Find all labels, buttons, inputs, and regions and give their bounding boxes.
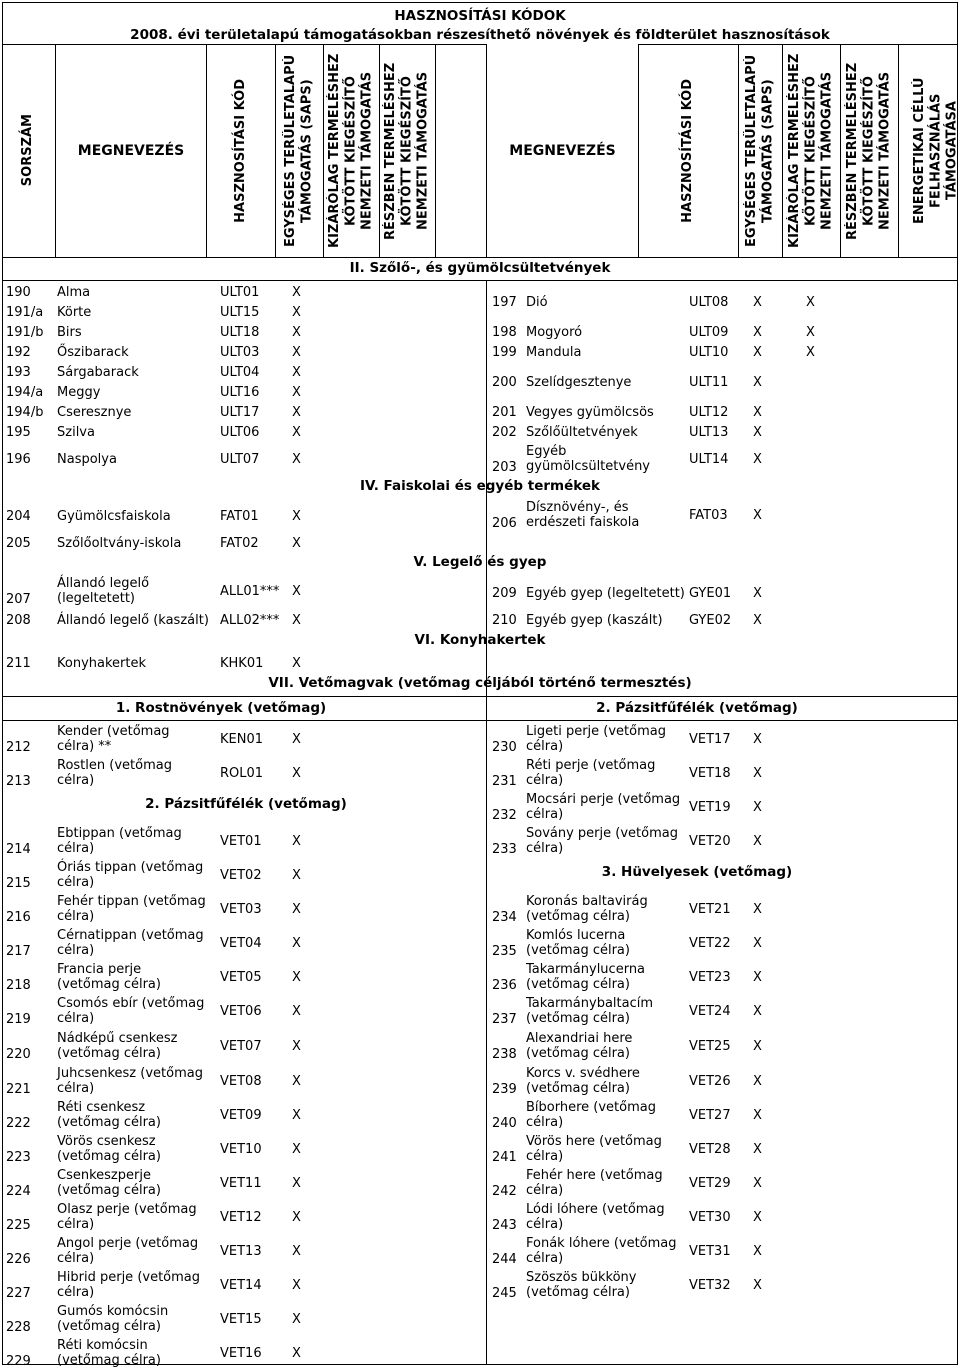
row-code: VET07 — [220, 1039, 262, 1054]
row-code: KHK01 — [220, 656, 264, 671]
row-name: Sárgabarack — [57, 365, 139, 380]
row-saps-mark: X — [753, 1039, 762, 1054]
row-name: Egyéb gyep (kaszált) — [526, 613, 663, 628]
row-code: VET18 — [689, 766, 731, 781]
row-saps-mark: X — [292, 936, 301, 951]
header-energetikai: ENERGETIKAI CÉLLÚ FELHASZNÁLÁS TÁMOGATÁSA — [899, 44, 958, 258]
section-title-2: II. Szőlő-, és gyümölcsültetvények — [349, 260, 611, 276]
header-kod-left: HASZNOSÍTÁSI KÓD — [207, 44, 276, 258]
row-name: Őszibarack — [57, 345, 129, 360]
row-number: 209 — [492, 586, 517, 601]
table-row — [2, 1200, 958, 1234]
row-code: VET27 — [689, 1108, 731, 1123]
row-saps-mark: X — [753, 1210, 762, 1225]
row-saps-mark: X — [753, 425, 762, 440]
row-saps-mark: X — [753, 1176, 762, 1191]
row-code: VET32 — [689, 1278, 731, 1293]
row-name: Takarmánylucerna (vetőmag célra) — [526, 962, 646, 992]
row-number: 200 — [492, 375, 517, 390]
row-name: Ebtippan (vetőmag célra) — [57, 826, 182, 856]
table-row — [2, 533, 958, 553]
row-name: Gumós komócsin (vetőmag célra) — [57, 1304, 169, 1334]
row-saps-mark: X — [292, 584, 301, 599]
table-row — [2, 500, 958, 530]
row-name: Gyümölcsfaiskola — [57, 509, 171, 524]
table-row — [2, 858, 958, 892]
row-name: Szilva — [57, 425, 95, 440]
row-number: 196 — [6, 452, 31, 467]
row-saps-mark: X — [753, 800, 762, 815]
table-row — [2, 994, 958, 1028]
row-saps-mark: X — [753, 834, 762, 849]
row-name: Réti komócsin (vetőmag célra) — [57, 1338, 161, 1368]
row-number: 211 — [6, 656, 31, 671]
row-number: 234 — [492, 910, 517, 925]
row-saps-mark: X — [292, 1039, 301, 1054]
row-code: VET04 — [220, 936, 262, 951]
row-name: Egyéb gyümölcsültetvény — [526, 444, 651, 474]
header-divider — [486, 44, 487, 258]
table-row — [2, 1029, 958, 1063]
row-saps-mark: X — [292, 325, 301, 340]
row-name: Naspolya — [57, 452, 117, 467]
row-number: 208 — [6, 613, 31, 628]
row-saps-mark: X — [292, 834, 301, 849]
row-code: VET13 — [220, 1244, 262, 1259]
table-row — [2, 342, 958, 362]
table-row — [2, 1132, 958, 1166]
row-saps-mark: X — [292, 1108, 301, 1123]
row-saps-mark: X — [292, 1312, 301, 1327]
row-number: 229 — [6, 1354, 31, 1369]
row-number: 215 — [6, 876, 31, 891]
grid-rule — [2, 720, 958, 721]
row-name: Korcs v. svédhere (vetőmag célra) — [526, 1066, 640, 1096]
row-number: 244 — [492, 1252, 517, 1267]
header-saps-left: EGYSÉGES TERÜLETALAPÚ TÁMOGATÁS (SAPS) — [276, 44, 324, 258]
row-name: Fehér tippan (vetőmag célra) — [57, 894, 206, 924]
row-name: Szöszös bükköny (vetőmag célra) — [526, 1270, 637, 1300]
row-code: VET02 — [220, 868, 262, 883]
table-row — [2, 1268, 958, 1302]
row-code: ULT18 — [220, 325, 260, 340]
row-number: 223 — [6, 1150, 31, 1165]
header-megnevezes-right: MEGNEVEZÉS — [487, 44, 639, 258]
row-number: 205 — [6, 536, 31, 551]
row-name: Hibrid perje (vetőmag célra) — [57, 1270, 201, 1300]
row-code: VET28 — [689, 1142, 731, 1157]
row-saps-mark: X — [292, 385, 301, 400]
row-code: VET19 — [689, 800, 731, 815]
row-saps-mark: X — [753, 732, 762, 747]
row-saps-mark: X — [292, 613, 301, 628]
row-saps-mark: X — [292, 868, 301, 883]
row-saps-mark: X — [753, 936, 762, 951]
row-code: VET06 — [220, 1004, 262, 1019]
row-name: Mogyoró — [526, 325, 583, 340]
row-number: 228 — [6, 1320, 31, 1335]
row-number: 224 — [6, 1184, 31, 1199]
row-code: VET14 — [220, 1278, 262, 1293]
row-name: Mocsári perje (vetőmag célra) — [526, 792, 681, 822]
row-saps-mark: X — [753, 586, 762, 601]
row-number: 221 — [6, 1082, 31, 1097]
row-code: VET10 — [220, 1142, 262, 1157]
row-number: 225 — [6, 1218, 31, 1233]
row-code: VET09 — [220, 1108, 262, 1123]
row-number: 199 — [492, 345, 517, 360]
row-name: Csomós ebír (vetőmag célra) — [57, 996, 205, 1026]
row-code: VET21 — [689, 902, 731, 917]
header-reszben-right: RÉSZBEN TERMELÉSHEZ KÖTÖTT KIEGÉSZÍTŐ NEMZETI TÁMOGATÁS — [841, 44, 899, 258]
row-name: Lódi lóhere (vetőmag célra) — [526, 1202, 665, 1232]
row-code: ULT06 — [220, 425, 260, 440]
row-number: 240 — [492, 1116, 517, 1131]
section-title-6: VI. Konyhakertek — [414, 632, 546, 648]
row-number: 241 — [492, 1150, 517, 1165]
row-number: 226 — [6, 1252, 31, 1267]
row-code: ULT10 — [689, 345, 729, 360]
row-name: Nádképű csenkesz (vetőmag célra) — [57, 1031, 178, 1061]
grid-rule — [2, 696, 958, 697]
table-row — [2, 722, 958, 756]
row-number: 235 — [492, 944, 517, 959]
row-number: 243 — [492, 1218, 517, 1233]
row-saps-mark: X — [753, 1142, 762, 1157]
table-row — [2, 583, 958, 603]
row-name: Konyhakertek — [57, 656, 147, 671]
row-name: Rostlen (vetőmag célra) — [57, 758, 172, 788]
row-name: Vörös here (vetőmag célra) — [526, 1134, 662, 1164]
row-number: 203 — [492, 460, 517, 475]
row-saps-mark: X — [292, 970, 301, 985]
row-saps-mark: X — [753, 1278, 762, 1293]
row-saps-mark: X — [753, 1244, 762, 1259]
header-megnevezes-left: MEGNEVEZÉS — [56, 44, 207, 258]
header-reszben-left: RÉSZBEN TERMELÉSHEZ KÖTÖTT KIEGÉSZÍTŐ NEMZETI TÁMOGATÁS — [380, 44, 436, 258]
row-number: 214 — [6, 842, 31, 857]
row-code: VET23 — [689, 970, 731, 985]
table-row — [2, 824, 958, 858]
row-name: Állandó legelő (kaszált) — [57, 613, 209, 628]
row-code: ALL01*** — [220, 584, 280, 599]
row-number: 230 — [492, 740, 517, 755]
row-name: Egyéb gyep (legeltetett) — [526, 586, 685, 601]
row-code: VET20 — [689, 834, 731, 849]
row-number: 237 — [492, 1012, 517, 1027]
row-number: 213 — [6, 774, 31, 789]
table-row — [2, 1336, 958, 1370]
table-row — [2, 292, 958, 312]
row-number: 197 — [492, 295, 517, 310]
row-saps-mark: X — [292, 452, 301, 467]
row-saps-mark: X — [753, 345, 762, 360]
row-code: ULT07 — [220, 452, 260, 467]
row-name: Szőlőoltvány-iskola — [57, 536, 182, 551]
row-code: ULT13 — [689, 425, 729, 440]
section-title-4: IV. Faiskolai és egyéb termékek — [360, 478, 600, 494]
row-number: 192 — [6, 345, 31, 360]
row-number: 190 — [6, 285, 31, 300]
row-number: 220 — [6, 1047, 31, 1062]
page-title: HASZNOSÍTÁSI KÓDOK — [394, 8, 566, 24]
row-saps-mark: X — [753, 613, 762, 628]
row-saps-mark: X — [292, 405, 301, 420]
row-code: ULT17 — [220, 405, 260, 420]
row-number: 201 — [492, 405, 517, 420]
row-number: 191/b — [6, 325, 44, 340]
row-saps-mark: X — [753, 1004, 762, 1019]
table-row — [2, 653, 958, 673]
header-kizarolag-right: KIZÁRÓLAG TERMELÉSHEZ KÖTÖTT KIEGÉSZÍTŐ NEMZETI TÁMOGATÁS — [783, 44, 841, 258]
row-code: ULT14 — [689, 452, 729, 467]
row-code: ALL02*** — [220, 613, 280, 628]
row-code: ULT08 — [689, 295, 729, 310]
row-code: ULT01 — [220, 285, 260, 300]
row-saps-mark: X — [292, 305, 301, 320]
row-number: 216 — [6, 910, 31, 925]
document-sheet — [2, 2, 959, 1369]
row-code: FAT03 — [689, 508, 728, 523]
row-name: Vegyes gyümölcsös — [526, 405, 654, 420]
row-saps-mark: X — [292, 1074, 301, 1089]
row-name: Dió — [526, 295, 548, 310]
row-name: Juhcsenkesz (vetőmag célra) — [57, 1066, 203, 1096]
row-name: Kender (vetőmag célra) ** — [57, 724, 170, 754]
row-name: Szelídgesztenye — [526, 375, 632, 390]
row-saps-mark: X — [753, 902, 762, 917]
row-number: 195 — [6, 425, 31, 440]
row-name: Réti perje (vetőmag célra) — [526, 758, 656, 788]
header-kizarolag-left: KIZÁRÓLAG TERMELÉSHEZ KÖTÖTT KIEGÉSZÍTŐ NEMZETI TÁMOGATÁS — [324, 44, 380, 258]
row-code: ULT11 — [689, 375, 729, 390]
row-number: 227 — [6, 1286, 31, 1301]
row-number: 245 — [492, 1286, 517, 1301]
grid-rule — [2, 280, 958, 281]
row-saps-mark: X — [753, 766, 762, 781]
row-code: VET17 — [689, 732, 731, 747]
row-name: Körte — [57, 305, 92, 320]
row-number: 242 — [492, 1184, 517, 1199]
page-subtitle: 2008. évi területalapú támogatásokban részesíthető növények és földterület hasznosítások — [130, 27, 830, 43]
row-number: 194/b — [6, 405, 44, 420]
row-name: Állandó legelő (legeltetett) — [57, 576, 150, 606]
row-number: 239 — [492, 1082, 517, 1097]
row-number: 191/a — [6, 305, 44, 320]
row-number: 193 — [6, 365, 31, 380]
row-code: ULT15 — [220, 305, 260, 320]
row-name: Komlós lucerna (vetőmag célra) — [526, 928, 630, 958]
row-saps-mark: X — [753, 1108, 762, 1123]
row-name: Meggy — [57, 385, 101, 400]
row-name: Olasz perje (vetőmag célra) — [57, 1202, 197, 1232]
row-kizarolag-mark: X — [806, 325, 815, 340]
row-kizarolag-mark: X — [806, 295, 815, 310]
row-name: Koronás baltavirág (vetőmag célra) — [526, 894, 648, 924]
table-row — [2, 372, 958, 392]
row-code: VET11 — [220, 1176, 262, 1191]
row-saps-mark: X — [753, 508, 762, 523]
table-row — [2, 1166, 958, 1200]
row-number: 238 — [492, 1047, 517, 1062]
row-name: Cérnatippan (vetőmag célra) — [57, 928, 204, 958]
row-name: Réti csenkesz (vetőmag célra) — [57, 1100, 161, 1130]
row-number: 207 — [6, 592, 31, 607]
row-saps-mark: X — [753, 295, 762, 310]
row-number: 217 — [6, 944, 31, 959]
row-number: 232 — [492, 808, 517, 823]
row-number: 206 — [492, 516, 517, 531]
section-title-7-2-right: 2. Pázsitfűfélék (vetőmag) — [596, 700, 798, 716]
section-title-7-3: 3. Hüvelyesek (vetőmag) — [601, 864, 793, 880]
row-code: VET01 — [220, 834, 262, 849]
row-name: Cseresznye — [57, 405, 132, 420]
row-saps-mark: X — [292, 656, 301, 671]
row-number: 210 — [492, 613, 517, 628]
row-name: Ligeti perje (vetőmag célra) — [526, 724, 666, 754]
row-name: Bíborhere (vetőmag célra) — [526, 1100, 656, 1130]
section-title-7-2-left: 2. Pázsitfűfélék (vetőmag) — [145, 796, 347, 812]
grid-divider — [486, 280, 487, 1365]
row-number: 212 — [6, 740, 31, 755]
row-code: GYE01 — [689, 586, 732, 601]
row-name: Óriás tippan (vetőmag célra) — [57, 860, 204, 890]
row-code: KEN01 — [220, 732, 264, 747]
table-row — [2, 444, 958, 474]
row-saps-mark: X — [753, 405, 762, 420]
table-row — [2, 1098, 958, 1132]
row-saps-mark: X — [292, 1176, 301, 1191]
row-number: 236 — [492, 978, 517, 993]
row-saps-mark: X — [292, 425, 301, 440]
row-name: Francia perje (vetőmag célra) — [57, 962, 161, 992]
row-number: 231 — [492, 774, 517, 789]
row-kizarolag-mark: X — [806, 345, 815, 360]
row-name: Dísznövény-, és erdészeti faiskola — [526, 500, 640, 530]
section-title-7-1: 1. Rostnövények (vetőmag) — [115, 700, 327, 716]
row-code: VET30 — [689, 1210, 731, 1225]
row-code: VET16 — [220, 1346, 262, 1361]
row-code: FAT02 — [220, 536, 259, 551]
table-row — [2, 1234, 958, 1268]
table-row — [2, 1302, 958, 1336]
row-number: 219 — [6, 1012, 31, 1027]
row-name: Mandula — [526, 345, 582, 360]
row-code: GYE02 — [689, 613, 732, 628]
row-name: Alexandriai here (vetőmag célra) — [526, 1031, 633, 1061]
row-code: ULT03 — [220, 345, 260, 360]
row-number: 202 — [492, 425, 517, 440]
row-name: Fehér here (vetőmag célra) — [526, 1168, 663, 1198]
row-number: 204 — [6, 509, 31, 524]
row-saps-mark: X — [292, 902, 301, 917]
row-name: Vörös csenkesz (vetőmag célra) — [57, 1134, 161, 1164]
row-number: 194/a — [6, 385, 44, 400]
row-name: Takarmánybaltacím (vetőmag célra) — [526, 996, 654, 1026]
row-saps-mark: X — [292, 1210, 301, 1225]
header-kod-right: HASZNOSÍTÁSI KÓD — [639, 44, 739, 258]
row-saps-mark: X — [292, 1278, 301, 1293]
row-saps-mark: X — [292, 1244, 301, 1259]
row-saps-mark: X — [292, 285, 301, 300]
row-name: Sovány perje (vetőmag célra) — [526, 826, 678, 856]
row-code: VET24 — [689, 1004, 731, 1019]
section-title-7: VII. Vetőmagvak (vetőmag céljából történő termesztés) — [268, 675, 692, 691]
table-row — [2, 322, 958, 342]
row-code: FAT01 — [220, 509, 259, 524]
table-row — [2, 790, 958, 824]
row-code: ULT09 — [689, 325, 729, 340]
header-sorszam-left: SORSZÁM — [2, 44, 56, 258]
row-saps-mark: X — [292, 509, 301, 524]
row-saps-mark: X — [292, 365, 301, 380]
row-code: VET12 — [220, 1210, 262, 1225]
row-code: VET15 — [220, 1312, 262, 1327]
row-name: Fonák lóhere (vetőmag célra) — [526, 1236, 677, 1266]
row-saps-mark: X — [292, 1004, 301, 1019]
table-row — [2, 756, 958, 790]
row-name: Csenkeszperje (vetőmag célra) — [57, 1168, 161, 1198]
row-saps-mark: X — [753, 970, 762, 985]
row-name: Angol perje (vetőmag célra) — [57, 1236, 199, 1266]
row-code: ULT16 — [220, 385, 260, 400]
row-number: 233 — [492, 842, 517, 857]
row-code: VET29 — [689, 1176, 731, 1191]
row-code: ROL01 — [220, 766, 264, 781]
row-code: VET31 — [689, 1244, 731, 1259]
table-row — [2, 960, 958, 994]
row-name: Birs — [57, 325, 82, 340]
row-number: 198 — [492, 325, 517, 340]
row-saps-mark: X — [292, 345, 301, 360]
row-number: 218 — [6, 978, 31, 993]
row-code: VET03 — [220, 902, 262, 917]
row-code: VET05 — [220, 970, 262, 985]
section-title-5: V. Legelő és gyep — [413, 554, 547, 570]
row-code: VET08 — [220, 1074, 262, 1089]
row-saps-mark: X — [292, 732, 301, 747]
row-saps-mark: X — [753, 375, 762, 390]
row-code: VET26 — [689, 1074, 731, 1089]
row-number: 222 — [6, 1116, 31, 1131]
row-code: VET22 — [689, 936, 731, 951]
row-code: ULT12 — [689, 405, 729, 420]
row-code: ULT04 — [220, 365, 260, 380]
table-row — [2, 1064, 958, 1098]
table-row — [2, 926, 958, 960]
table-row — [2, 610, 958, 630]
row-saps-mark: X — [753, 1074, 762, 1089]
row-saps-mark: X — [753, 325, 762, 340]
table-row — [2, 892, 958, 926]
row-saps-mark: X — [292, 536, 301, 551]
row-saps-mark: X — [753, 452, 762, 467]
table-row — [2, 402, 958, 422]
table-row — [2, 422, 958, 442]
row-code: VET25 — [689, 1039, 731, 1054]
row-saps-mark: X — [292, 1346, 301, 1361]
header-saps-right: EGYSÉGES TERÜLETALAPÚ TÁMOGATÁS (SAPS) — [739, 44, 783, 258]
row-name: Szőlőültetvények — [526, 425, 638, 440]
row-saps-mark: X — [292, 1142, 301, 1157]
row-saps-mark: X — [292, 766, 301, 781]
row-name: Alma — [57, 285, 91, 300]
